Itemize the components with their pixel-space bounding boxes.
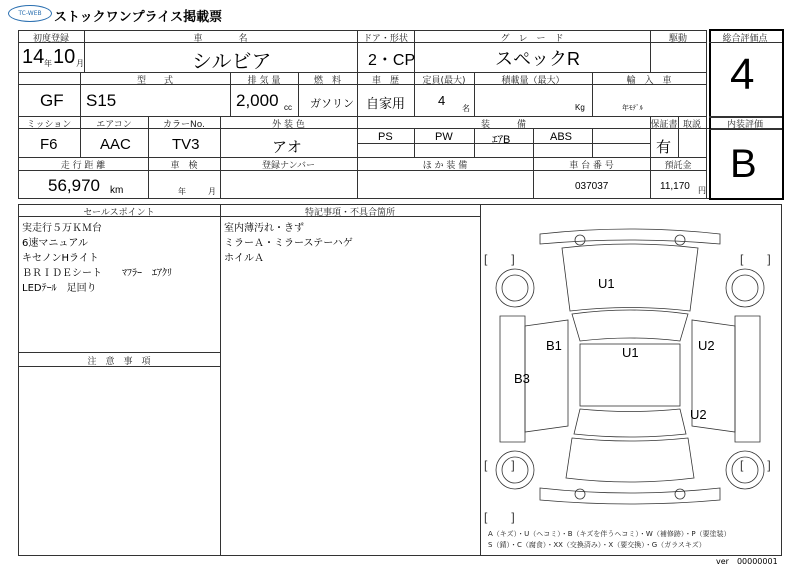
model-prefix: GF — [40, 91, 64, 110]
label-equipment: 装 備 — [480, 120, 526, 130]
label-drive: 駆動 — [668, 34, 687, 44]
bracket-bottom: [ ] — [484, 510, 515, 524]
label-other-equipment: ほ か 装 備 — [422, 161, 468, 171]
sales-point: ＢＲＩＤＥシート ﾏﾌﾗｰ ｴｱｸﾘ — [22, 268, 172, 279]
label-history: 車 歴 — [371, 76, 399, 86]
displacement-unit: cc — [284, 103, 292, 112]
import-model: 年ﾓﾃﾞﾙ — [622, 105, 643, 112]
interior-score: B — [730, 142, 757, 186]
car-damage-diagram — [480, 216, 780, 521]
label-inspection: 車 検 — [170, 161, 198, 171]
first-reg-month-unit: 月 — [76, 59, 84, 68]
label-chassis-no: 車 台 番 号 — [569, 161, 614, 171]
label-fuel: 燃 料 — [313, 76, 341, 86]
label-first-reg: 初度登録 — [32, 34, 69, 44]
label-displacement: 排 気 量 — [247, 76, 281, 86]
mileage-unit: km — [110, 185, 124, 196]
inspection-year: 年 — [178, 187, 186, 196]
warranty: 有 — [656, 139, 672, 156]
aircon: AAC — [100, 136, 131, 153]
label-cautions: 注 意 事 項 — [87, 357, 151, 367]
label-interior-score: 内装評価 — [726, 120, 763, 130]
first-reg-month: 10 — [53, 46, 76, 68]
label-recycle-deposit: 預託金 — [664, 161, 692, 171]
label-manual: 取説 — [682, 120, 701, 130]
chassis-no: 037037 — [575, 181, 609, 192]
load-unit: Kg — [575, 103, 585, 112]
car-name: シルビア — [192, 51, 272, 73]
sales-point: 6速マニュアル — [22, 238, 88, 249]
grade: スペックR — [495, 49, 580, 69]
first-reg-year: 14 — [22, 46, 45, 68]
recycle-deposit: 11,170 — [660, 181, 690, 192]
label-aircon: エアコン — [96, 120, 132, 130]
bracket-left-front: [ ] — [484, 252, 515, 266]
label-notes: 特記事項・不具合箇所 — [304, 208, 395, 218]
sales-point: LEDﾃｰﾙ 足回り — [22, 283, 97, 294]
damage-mark-right-door: U2 — [698, 338, 715, 353]
sales-point: 実走行５万ＫＭ台 — [22, 223, 102, 234]
equip-pw: PW — [435, 131, 453, 143]
label-car-name: 車 名 — [193, 34, 248, 44]
label-capacity: 定員(最大) — [422, 76, 466, 86]
page-title: ストックワンプライス掲載票 — [54, 10, 223, 25]
label-mission: ミッション — [26, 120, 72, 130]
logo: TC-WEB — [8, 5, 52, 22]
note-item: ミラーＡ・ミラーステーハゲ — [224, 238, 353, 249]
label-door: ドア・形状 — [363, 34, 408, 44]
bracket-left-rear: [ ] — [484, 458, 515, 472]
label-load: 積載量（最大） — [501, 76, 565, 86]
damage-mark-hood: U1 — [598, 276, 615, 291]
total-score: 4 — [730, 50, 755, 99]
damage-mark-b3: B3 — [514, 371, 530, 386]
first-reg-year-unit: 年 — [44, 59, 52, 68]
sales-points-list — [22, 221, 172, 296]
label-exterior-color: 外 装 色 — [272, 120, 305, 130]
bracket-right-front: [ ] — [740, 252, 771, 266]
displacement: 2,000 — [236, 91, 279, 110]
version-label: ver 00000001 — [716, 557, 778, 566]
label-model: 型 式 — [136, 76, 173, 86]
damage-mark-roof: U1 — [622, 345, 639, 360]
door-shape: 2・CP — [368, 52, 416, 69]
capacity-unit: 名 — [462, 104, 470, 113]
color-no: TV3 — [172, 136, 200, 153]
damage-mark-b1: B1 — [546, 338, 562, 353]
label-sales-points: セールスポイント — [83, 208, 155, 218]
capacity: 4 — [438, 93, 446, 108]
label-warranty: 保証書 — [650, 120, 678, 130]
label-import: 輸 入 車 — [626, 76, 672, 86]
note-item: ホイルＡ — [224, 253, 264, 264]
label-mileage: 走 行 距 離 — [60, 161, 106, 171]
equip-airbag: ｴｱB — [492, 134, 511, 146]
exterior-color: アオ — [272, 139, 302, 156]
equip-abs: ABS — [550, 131, 573, 143]
equip-ps: PS — [378, 131, 393, 143]
deposit-unit: 円 — [698, 186, 706, 195]
history: 自家用 — [366, 96, 406, 111]
model: S15 — [86, 91, 117, 110]
label-total-score: 総合評価点 — [722, 34, 768, 44]
damage-legend-line2: S（錆）・C（腐食）・XX（交換済み）・X（要交換）・G（ガラスキズ） — [488, 541, 706, 549]
bracket-right-rear: [ ] — [740, 458, 771, 472]
notes-list — [224, 221, 353, 266]
sales-point: キセノンHライト — [22, 253, 99, 264]
damage-legend-line1: A（キズ）・U（ヘコミ）・B（キズを伴うヘコミ）・W（補修跡）・P（要塗装） — [488, 530, 731, 538]
mileage: 56,970 — [48, 176, 100, 195]
mission: F6 — [40, 136, 58, 153]
label-plate: 登録ナンバー — [262, 161, 315, 171]
inspection-month: 月 — [208, 187, 216, 196]
note-item: 室内薄汚れ・きず — [224, 223, 304, 234]
damage-mark-rear-quarter: U2 — [690, 407, 707, 422]
label-grade: グ レ ー ド — [500, 34, 564, 44]
label-color-no: カラーNo. — [163, 120, 205, 130]
fuel: ガソリン — [310, 98, 354, 110]
